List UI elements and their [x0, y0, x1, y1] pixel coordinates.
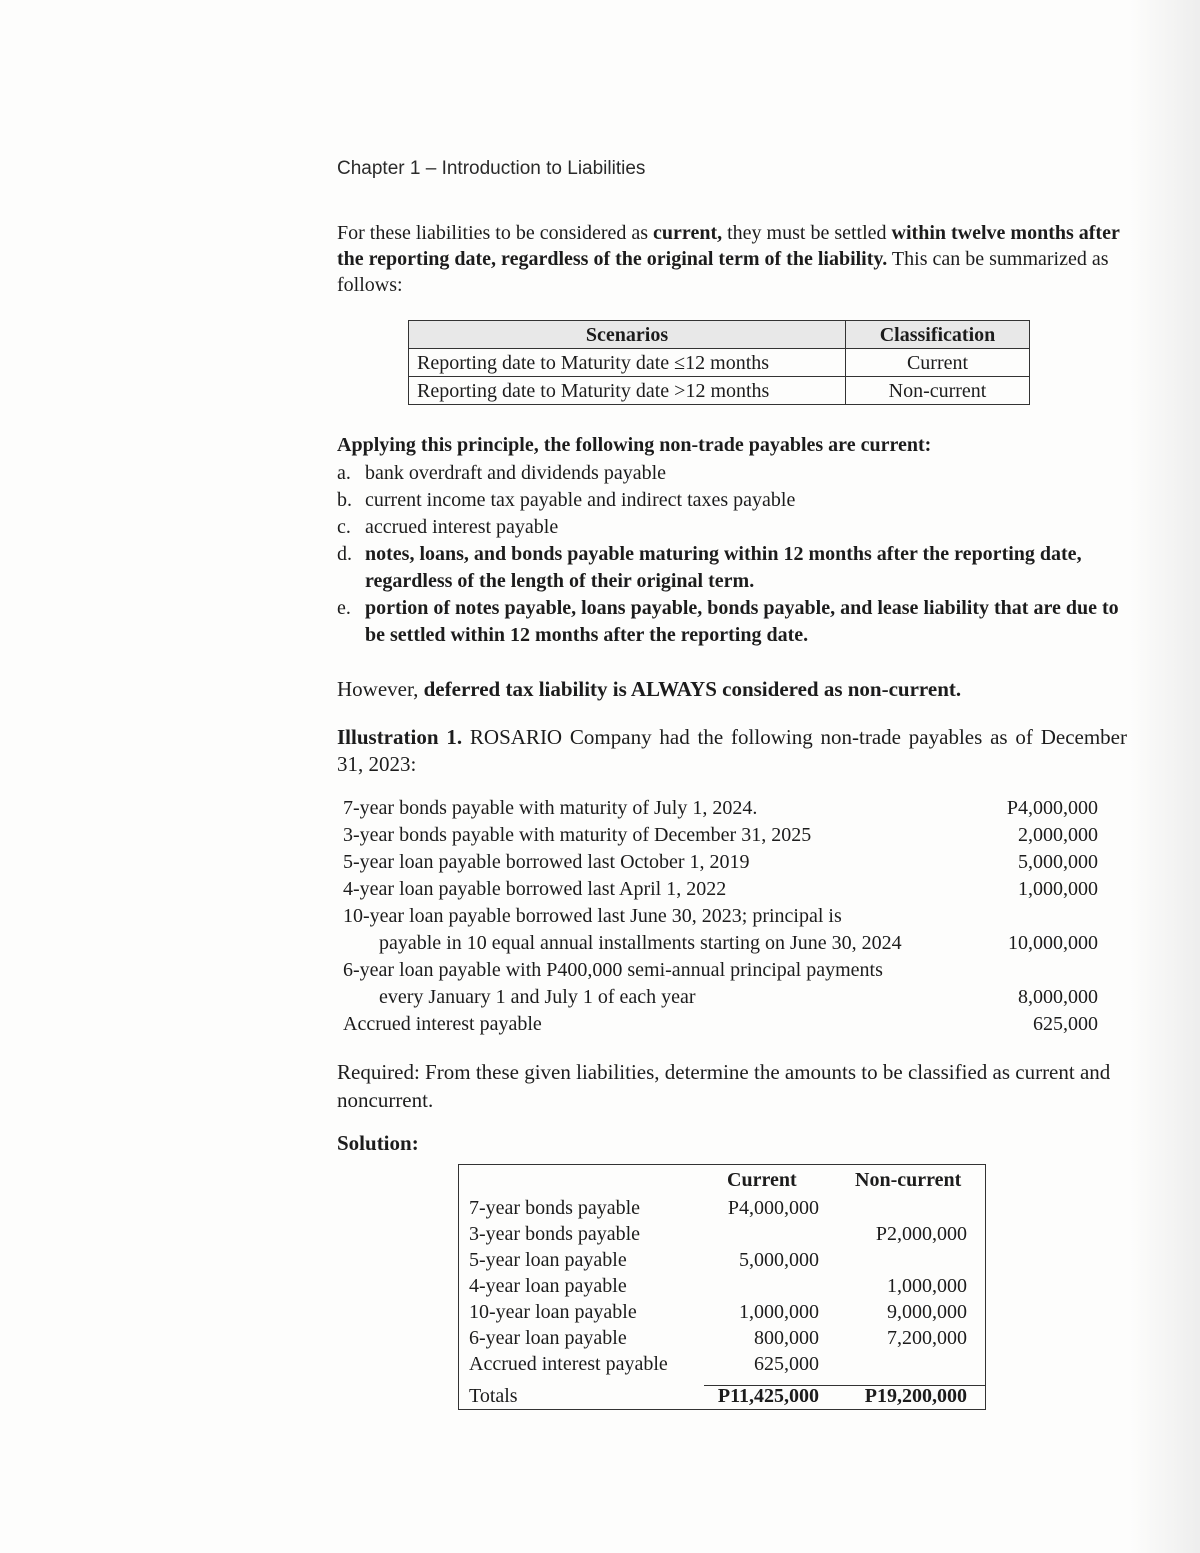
payable-amount: P4,000,000	[1006, 797, 1098, 819]
required-paragraph: Required: From these given liabilities, determine the amounts to be classified as current and noncurrent.	[337, 1060, 1111, 1112]
list-item	[337, 595, 1127, 649]
list-item	[337, 460, 1127, 487]
solution-table	[458, 1164, 986, 1410]
current-value: P4,000,000	[727, 1197, 819, 1219]
scenarios-table	[408, 320, 1030, 405]
current-value: 1,000,000	[739, 1301, 819, 1323]
chapter-title: Chapter 1 – Introduction to Liabilities	[337, 158, 646, 179]
table-row	[469, 1221, 979, 1247]
however-bold: deferred tax liability is ALWAYS considered as non-current.	[423, 677, 962, 701]
list-text: bank overdraft and dividends payable	[365, 462, 667, 484]
table-row	[409, 377, 1030, 405]
list-letter: c.	[337, 516, 351, 538]
intro-text-3: This can be summarized as follows:	[337, 248, 1109, 296]
payable-amount: 10,000,000	[1008, 932, 1098, 954]
table-row	[469, 1247, 979, 1273]
classification-cell: Current	[846, 349, 1030, 377]
current-value: 5,000,000	[739, 1249, 819, 1271]
list-item	[343, 957, 1098, 1011]
payable-desc: 3-year bonds payable with maturity of December 31, 2025	[343, 824, 812, 846]
list-item	[343, 822, 1098, 849]
table-row	[469, 1195, 979, 1221]
list-item	[343, 876, 1098, 903]
current-column-header: Current	[727, 1169, 797, 1191]
current-items-list	[337, 460, 1127, 649]
noncurrent-value: P2,000,000	[875, 1223, 967, 1245]
payable-desc: 5-year loan payable borrowed last October 1, 2019	[343, 851, 750, 873]
classification-header: Classification	[846, 321, 1030, 349]
list-text: portion of notes payable, loans payable, bonds payable, and lease liability that are due to be settled within 12 months after the reporting date.	[365, 597, 1119, 646]
intro-paragraph	[337, 220, 1127, 298]
intro-text-2: they must be settled	[722, 222, 892, 244]
payable-desc-continued: every January 1 and July 1 of each year	[379, 986, 696, 1008]
list-letter: a.	[337, 462, 351, 484]
payable-desc: Accrued interest payable	[343, 1013, 542, 1035]
scenario-cell: Reporting date to Maturity date ≤12 months	[409, 349, 846, 377]
payable-desc: 6-year loan payable with P400,000 semi-annual principal payments	[343, 959, 883, 981]
table-row	[409, 349, 1030, 377]
noncurrent-value: 1,000,000	[887, 1275, 967, 1297]
illustration-label: Illustration 1.	[337, 725, 463, 749]
current-value: 800,000	[754, 1327, 819, 1349]
applying-heading: Applying this principle, the following non-trade payables are current:	[337, 434, 932, 456]
list-text: notes, loans, and bonds payable maturing within 12 months after the reporting date, regardless of the length of their original term.	[365, 543, 1082, 592]
row-label: 7-year bonds payable	[469, 1197, 641, 1219]
page-edge-shadow	[1130, 0, 1200, 1553]
however-text: However,	[337, 677, 424, 701]
table-row	[469, 1351, 979, 1377]
totals-label: Totals	[469, 1385, 518, 1407]
scenarios-header-row	[409, 321, 1030, 349]
scenarios-header: Scenarios	[409, 321, 846, 349]
classification-cell: Non-current	[846, 377, 1030, 405]
solution-label: Solution:	[337, 1131, 419, 1155]
payable-desc: 10-year loan payable borrowed last June 30, 2023; principal is	[343, 905, 842, 927]
payable-amount: 1,000,000	[1018, 878, 1098, 900]
list-letter: d.	[337, 543, 352, 565]
payable-amount: 2,000,000	[1018, 824, 1098, 846]
list-item	[343, 849, 1098, 876]
noncurrent-value: 7,200,000	[887, 1327, 967, 1349]
list-item	[337, 487, 1127, 514]
table-row	[469, 1273, 979, 1299]
noncurrent-column-header: Non-current	[855, 1169, 962, 1191]
row-label: 6-year loan payable	[469, 1327, 627, 1349]
row-label: 4-year loan payable	[469, 1275, 627, 1297]
payable-desc: 4-year loan payable borrowed last April 1, 2022	[343, 878, 727, 900]
current-total: P11,425,000	[717, 1385, 819, 1407]
list-text: accrued interest payable	[365, 516, 559, 538]
payable-amount: 625,000	[1033, 1013, 1098, 1035]
list-text: current income tax payable and indirect taxes payable	[365, 489, 796, 511]
row-label: 10-year loan payable	[469, 1301, 637, 1323]
list-letter: b.	[337, 489, 352, 511]
table-row	[469, 1299, 979, 1325]
intro-bold-2: within twelve months after the reporting date, regardless of the original term of the liability.	[337, 222, 1120, 270]
intro-text-1: For these liabilities to be considered as	[337, 222, 654, 244]
payable-amount: 5,000,000	[1018, 851, 1098, 873]
intro-bold-1: current,	[653, 222, 723, 244]
scenario-cell: Reporting date to Maturity date >12 months	[409, 377, 846, 405]
noncurrent-total: P19,200,000	[864, 1385, 967, 1407]
row-label: 5-year loan payable	[469, 1249, 627, 1271]
row-label: Accrued interest payable	[469, 1353, 668, 1375]
illustration-text: ROSARIO Company had the following non-trade payables as of December 31, 2023:	[337, 725, 1127, 776]
payable-desc: 7-year bonds payable with maturity of July 1, 2024.	[343, 797, 758, 819]
list-item	[343, 1011, 1098, 1038]
payables-list	[343, 795, 1098, 1038]
list-item	[343, 903, 1098, 957]
noncurrent-value: 9,000,000	[887, 1301, 967, 1323]
list-item	[343, 795, 1098, 822]
current-value: 625,000	[754, 1353, 819, 1375]
payable-amount: 8,000,000	[1018, 986, 1098, 1008]
however-paragraph	[337, 677, 961, 702]
row-label: 3-year bonds payable	[469, 1223, 641, 1245]
illustration-paragraph	[337, 724, 1127, 778]
list-item	[337, 541, 1127, 595]
list-letter: e.	[337, 597, 351, 619]
payable-desc-continued: payable in 10 equal annual installments starting on June 30, 2024	[379, 932, 902, 954]
list-item	[337, 514, 1127, 541]
table-row	[469, 1325, 979, 1351]
totals-row	[469, 1383, 979, 1409]
